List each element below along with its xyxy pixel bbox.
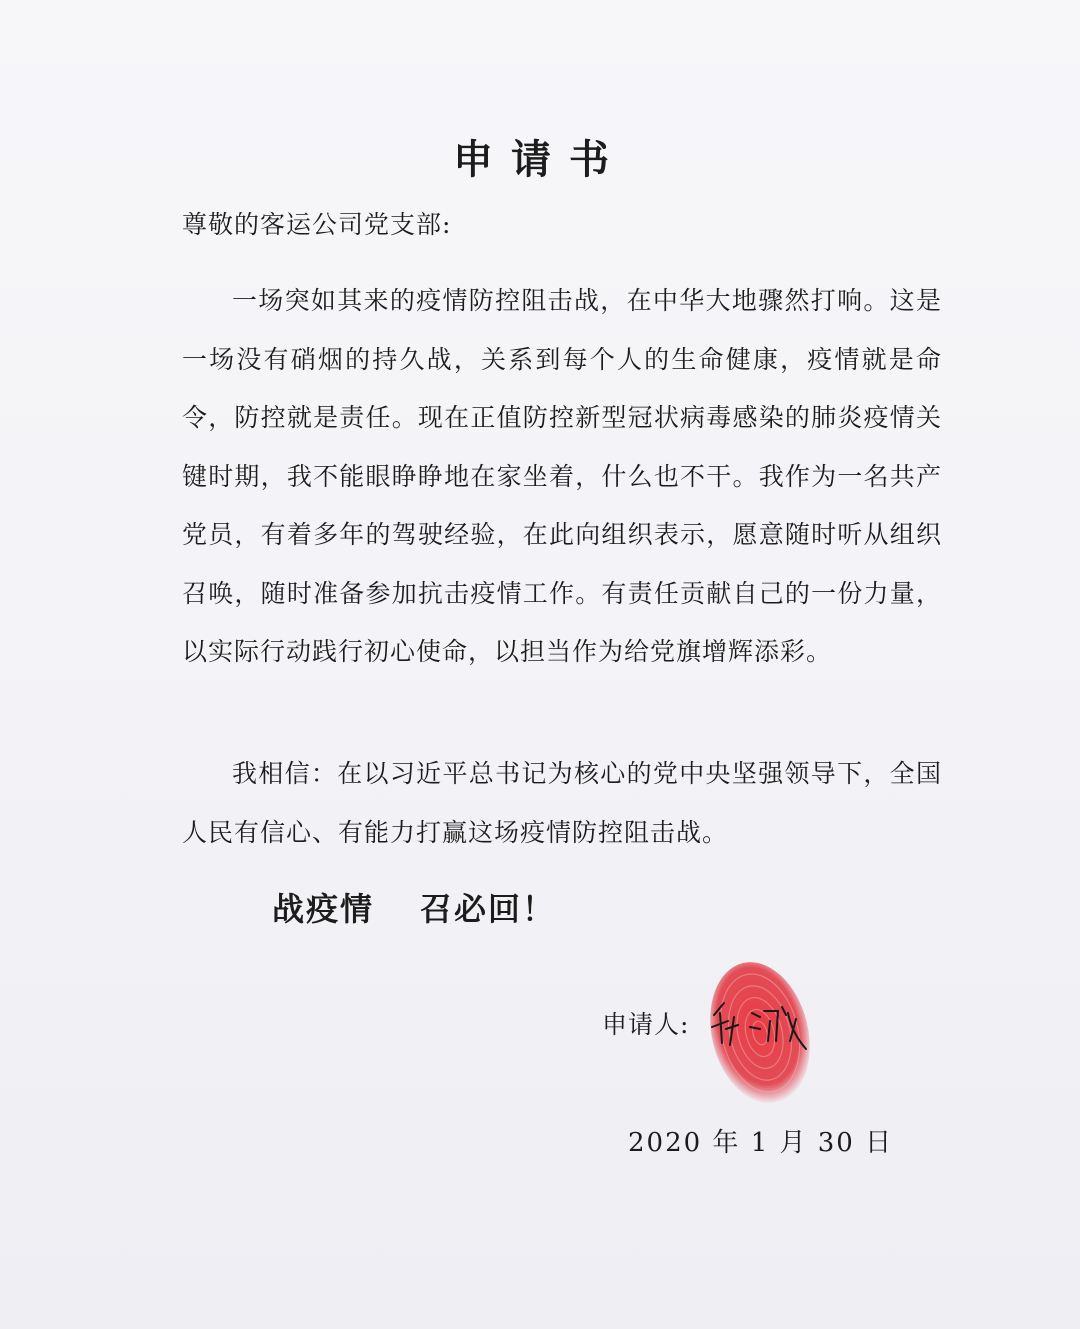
salutation: 尊敬的客运公司党支部: (182, 210, 452, 239)
document-title: 申请书 (453, 136, 627, 183)
letter-date: 2020 年 1 月 30 日 (628, 1128, 894, 1158)
body-paragraph-2: 我相信：在以习近平总书记为核心的党中央坚强领导下，全国人民有信心、有能力打赢这场疫情防控阻击战。 (182, 759, 942, 847)
fingerprint-signature-icon (700, 955, 820, 1115)
slogan (272, 884, 556, 930)
slogan-part-2: 召必回！ (420, 890, 557, 928)
body-paragraph-1: 一场突如其来的疫情防控阻击战，在中华大地骤然打响。这是一场没有硝烟的持久战，关系到每个人的生命健康，疫情就是命令，防控就是责任。现在正值防控新型冠状病毒感染的肺炎疫情关键时期，我不能眼睁睁地在家坐着，什么也不干。我作为一名共产党员，有着多年的驾驶经验，在此向组织表示，愿意随时听从组织召唤，随时准备参加抗击疫情工作。有责任贡献自己的一份力量，以实际行动践行初心使命，以担当作为给党旗增辉添彩。 (182, 286, 942, 666)
applicant-label: 申请人: (602, 1010, 690, 1039)
slogan-part-1: 战疫情 (272, 890, 375, 928)
